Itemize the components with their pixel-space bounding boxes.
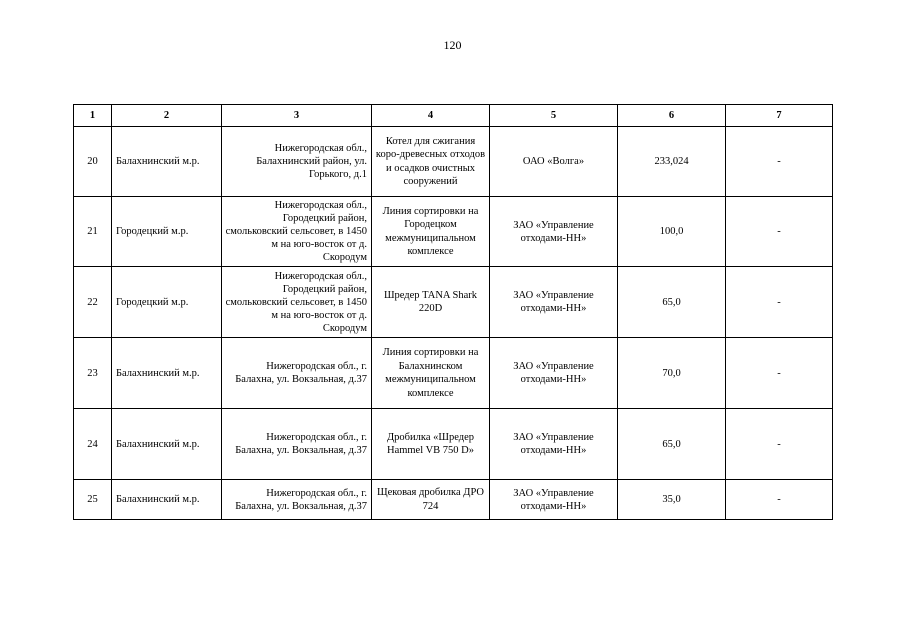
owner-cell: ЗАО «Управление отходами-НН» xyxy=(490,197,618,267)
table-row xyxy=(74,267,833,338)
address-cell: Нижегородская обл., г. Балахна, ул. Вокзальная, д.37 xyxy=(222,480,372,520)
address-cell: Нижегородская обл., Городецкий район, смольковский сельсовет, в 1450 м на юго-восток от д. Скородум xyxy=(222,197,372,267)
page-number: 120 xyxy=(443,38,462,52)
owner-cell: ЗАО «Управление отходами-НН» xyxy=(490,338,618,409)
column-header: 2 xyxy=(112,105,222,127)
column-header: 3 xyxy=(222,105,372,127)
table-row xyxy=(74,409,833,480)
capacity-cell: 65,0 xyxy=(618,409,726,480)
owner-cell: ЗАО «Управление отходами-НН» xyxy=(490,480,618,520)
column-header: 1 xyxy=(74,105,112,127)
equipment-cell: Шредер TANA Shark 220D xyxy=(372,267,490,338)
note-cell: - xyxy=(726,480,833,520)
capacity-cell: 100,0 xyxy=(618,197,726,267)
address-cell: Нижегородская обл., Городецкий район, смольковский сельсовет, в 1450 м на юго-восток от д. Скородум xyxy=(222,267,372,338)
row-number: 23 xyxy=(74,338,112,409)
column-header: 7 xyxy=(726,105,833,127)
owner-cell: ОАО «Волга» xyxy=(490,127,618,197)
district-cell: Балахнинский м.р. xyxy=(112,127,222,197)
district-cell: Балахнинский м.р. xyxy=(112,480,222,520)
row-number: 20 xyxy=(74,127,112,197)
facilities-table xyxy=(73,104,833,520)
equipment-cell: Котел для сжигания коро-древесных отходов и осадков очистных сооружений xyxy=(372,127,490,197)
table-row xyxy=(74,480,833,520)
table-row xyxy=(74,197,833,267)
table-row xyxy=(74,127,833,197)
equipment-cell: Линия сортировки на Городецком межмуниципальном комплексе xyxy=(372,197,490,267)
capacity-cell: 70,0 xyxy=(618,338,726,409)
capacity-cell: 233,024 xyxy=(618,127,726,197)
row-number: 24 xyxy=(74,409,112,480)
address-cell: Нижегородская обл., Балахнинский район, ул. Горького, д.1 xyxy=(222,127,372,197)
table-row xyxy=(74,338,833,409)
note-cell: - xyxy=(726,267,833,338)
note-cell: - xyxy=(726,338,833,409)
row-number: 22 xyxy=(74,267,112,338)
equipment-cell: Щековая дробилка ДРО 724 xyxy=(372,480,490,520)
header-row xyxy=(74,105,833,127)
owner-cell: ЗАО «Управление отходами-НН» xyxy=(490,409,618,480)
column-header: 6 xyxy=(618,105,726,127)
district-cell: Балахнинский м.р. xyxy=(112,338,222,409)
district-cell: Городецкий м.р. xyxy=(112,197,222,267)
address-cell: Нижегородская обл., г. Балахна, ул. Вокзальная, д.37 xyxy=(222,338,372,409)
note-cell: - xyxy=(726,127,833,197)
note-cell: - xyxy=(726,197,833,267)
row-number: 21 xyxy=(74,197,112,267)
capacity-cell: 65,0 xyxy=(618,267,726,338)
owner-cell: ЗАО «Управление отходами-НН» xyxy=(490,267,618,338)
equipment-cell: Дробилка «Шредер Hammel VB 750 D» xyxy=(372,409,490,480)
column-header: 5 xyxy=(490,105,618,127)
note-cell: - xyxy=(726,409,833,480)
district-cell: Городецкий м.р. xyxy=(112,267,222,338)
row-number: 25 xyxy=(74,480,112,520)
equipment-cell: Линия сортировки на Балахнинском межмуниципальном комплексе xyxy=(372,338,490,409)
address-cell: Нижегородская обл., г. Балахна, ул. Вокзальная, д.37 xyxy=(222,409,372,480)
district-cell: Балахнинский м.р. xyxy=(112,409,222,480)
capacity-cell: 35,0 xyxy=(618,480,726,520)
column-header: 4 xyxy=(372,105,490,127)
